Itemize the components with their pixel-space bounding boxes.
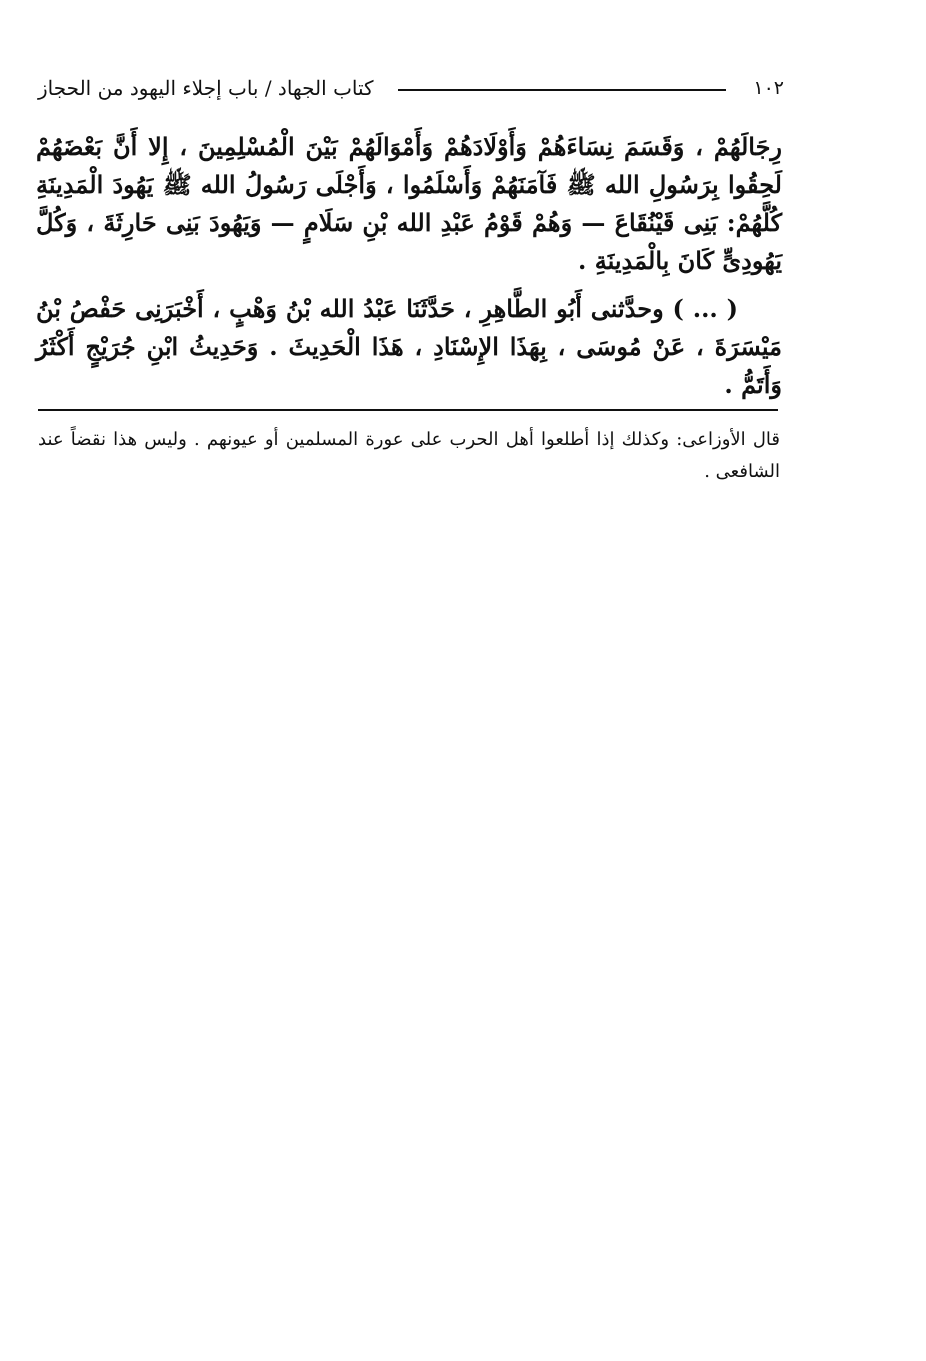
main-text (36, 128, 782, 404)
paragraph-1: رِجَالَهُمْ ، وَقَسَمَ نِسَاءَهُمْ وَأَوْلَادَهُمْ وَأَمْوَالَهُمْ بَيْنَ الْمُسْلِمِينَ ، إِلا أَنَّ بَعْضَهُمْ لَحِقُوا بِرَسُولِ الله ﷺ فَآمَنَهُمْ وَأَسْلَمُوا ، وَأَجْلَى رَسُولُ الله ﷺ يَهُودَ الْمَدِينَةِ كُلَّهُمْ: بَنِى قَيْنُقَاعَ — وَهُمْ قَوْمُ عَبْدِ الله بْنِ سَلَامٍ — وَيَهُودَ بَنِى حَارِثَةَ ، وَكُلَّ يَهُودِىٍّ كَانَ بِالْمَدِينَةِ . (36, 132, 782, 275)
running-title: كتاب الجهاد / باب إجلاء اليهود من الحجاز (38, 76, 374, 100)
footnote-separator (38, 409, 778, 411)
footnote-text: قال الأوزاعى: وكذلك إذا أطلعوا أهل الحرب على عورة المسلمين أو عيونهم . وليس هذا نقضاً عند الشافعى . (38, 429, 780, 482)
footnote (38, 424, 780, 488)
header-rule (398, 89, 726, 91)
page-number: ١٠٢ (753, 77, 784, 99)
running-header (38, 74, 784, 104)
paragraph-2: ( ... ) وحدَّثنى أَبُو الطَّاهِرِ ، حَدَّثَنَا عَبْدُ الله بْنُ وَهْبٍ ، أَخْبَرَنِى حَفْصُ بْنُ مَيْسَرَةَ ، عَنْ مُوسَى ، بِهَذَا الإِسْنَادِ ، هَذَا الْحَدِيثَ . وَحَدِيثُ ابْنِ جُرَيْجٍ أَكْثَرُ وَأَتَمُّ . (36, 294, 782, 399)
